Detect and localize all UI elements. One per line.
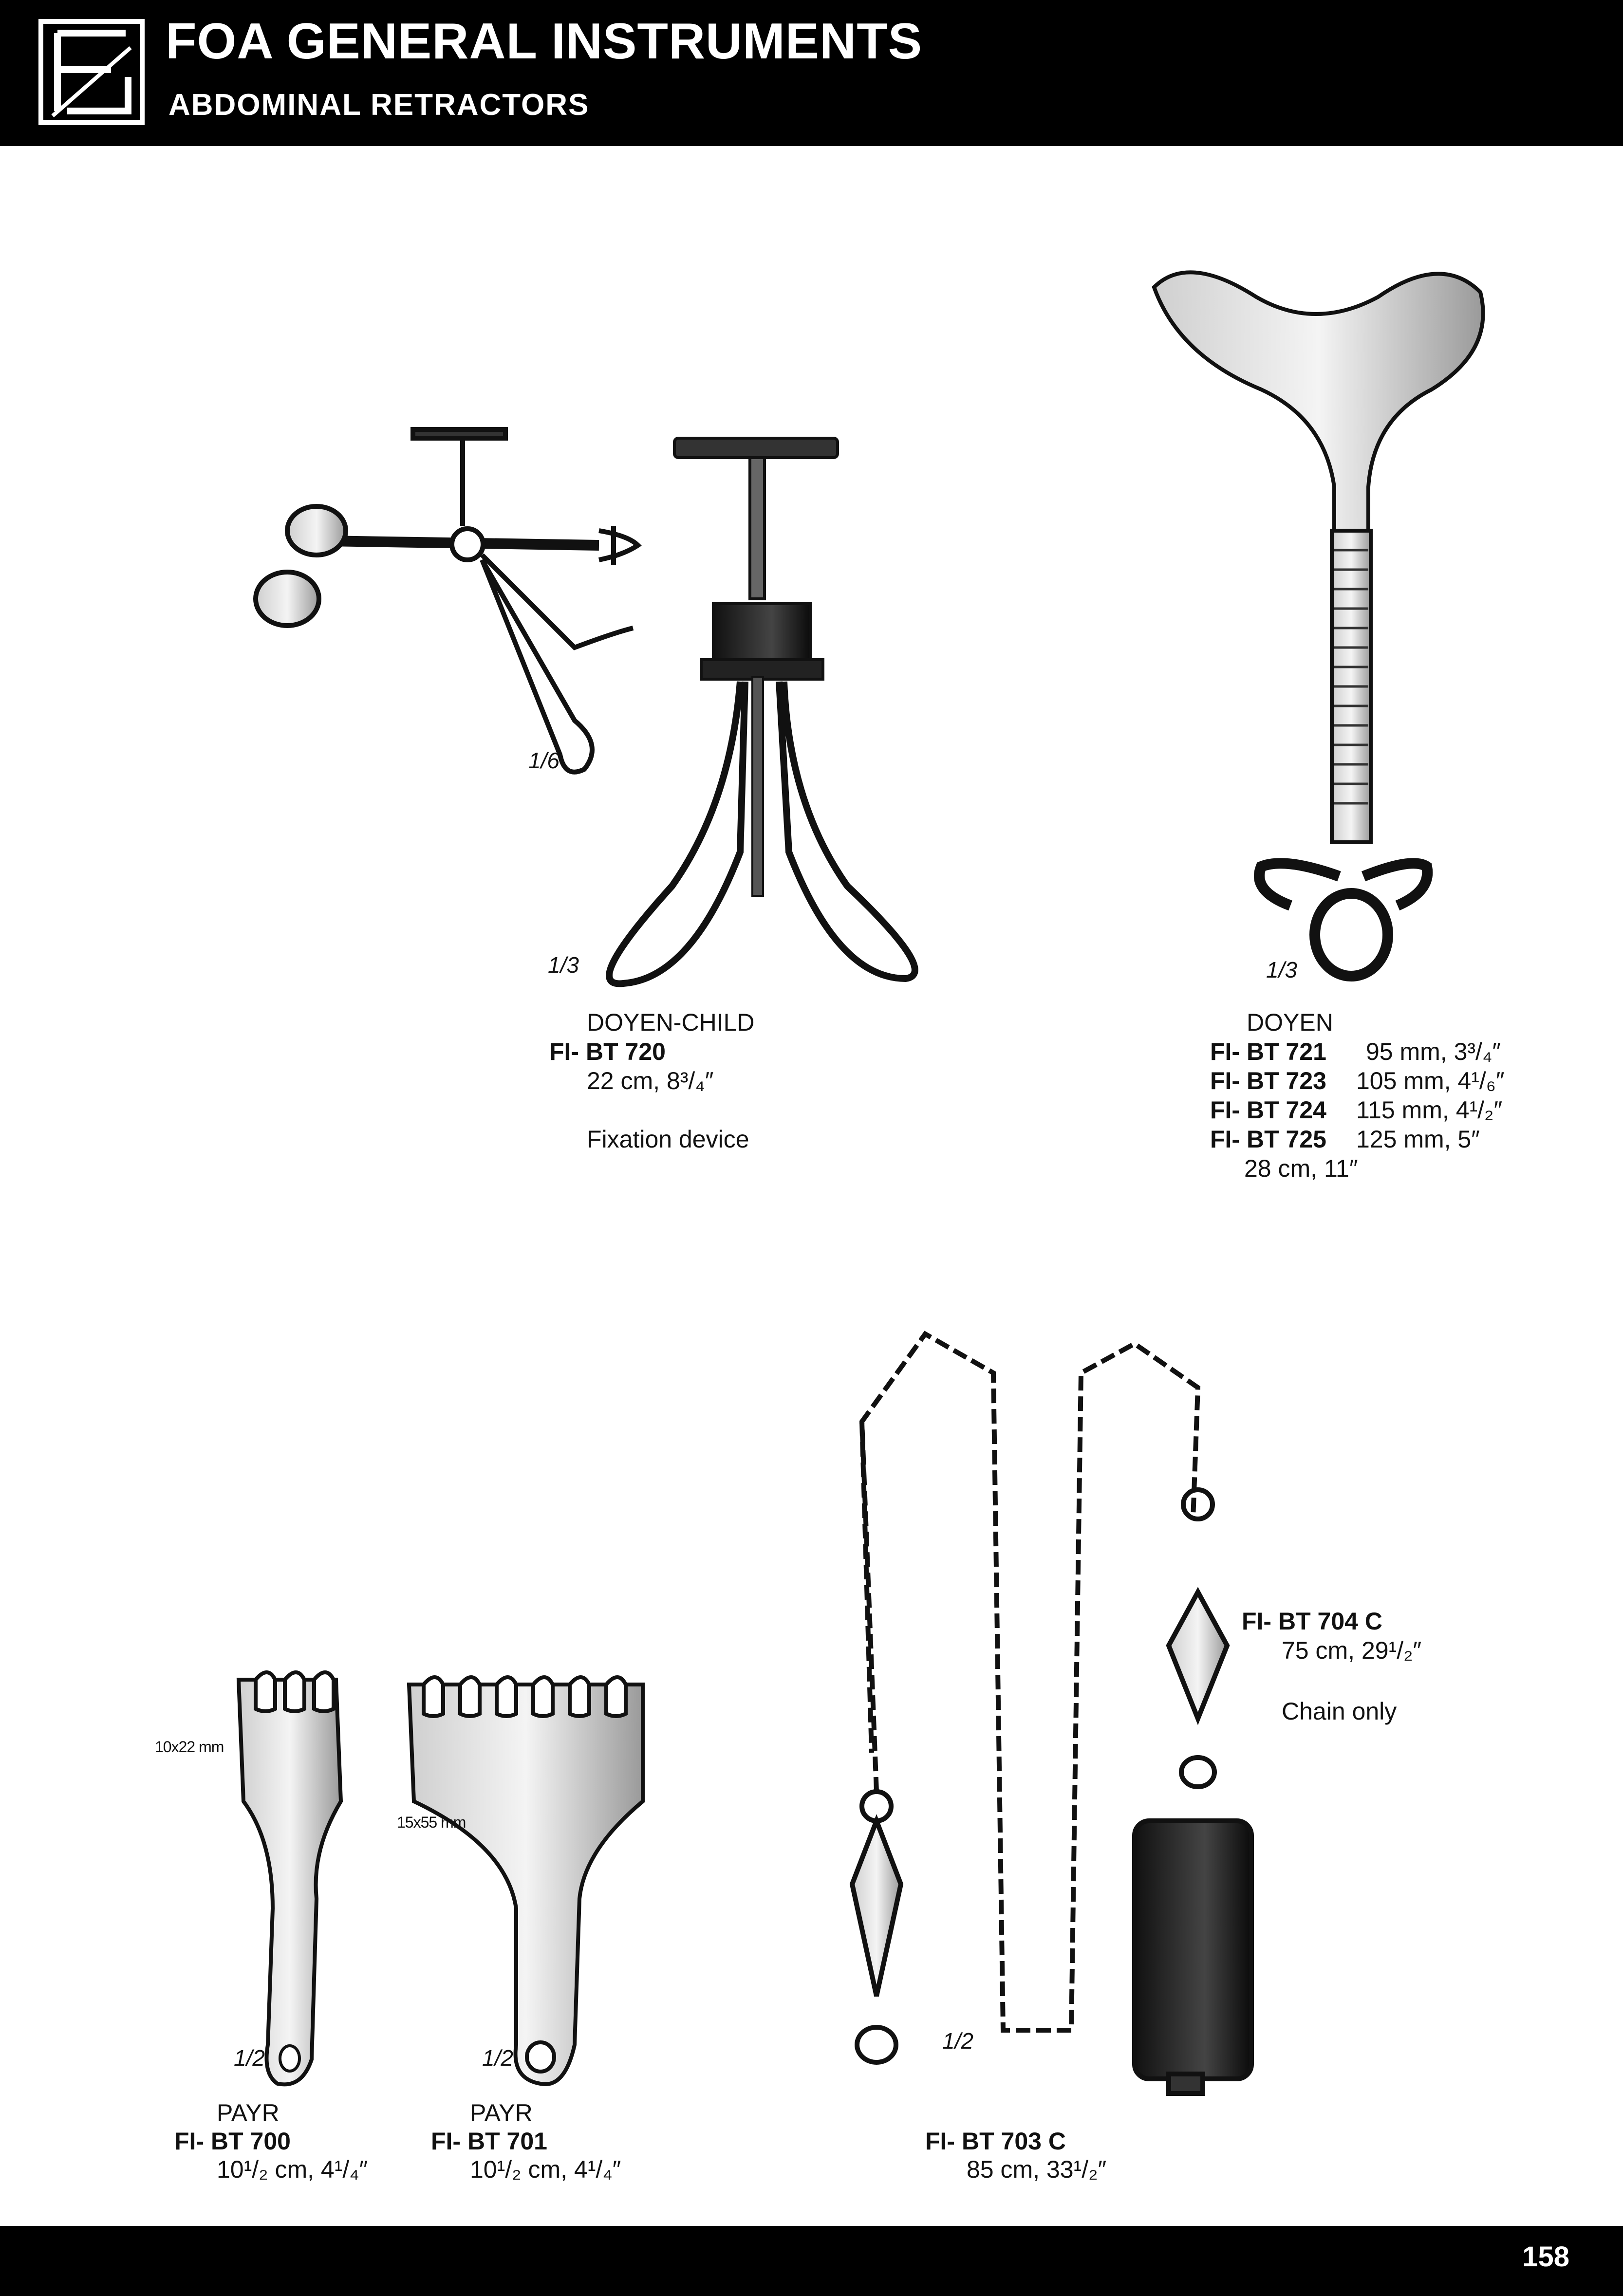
product-code: FI- BT 725 <box>1210 1126 1326 1153</box>
variant-row <box>1210 1037 1501 1066</box>
product-size: 85 cm, 33¹/₂″ <box>967 2156 1107 2183</box>
payr-701-illustration <box>409 1677 643 2084</box>
variant-row <box>1210 1125 1480 1154</box>
product-code: FI- BT 701 <box>431 2128 547 2155</box>
product-size: 125 mm, 5″ <box>1356 1126 1480 1153</box>
product-size: 10¹/₂ cm, 4¹/₄″ <box>217 2156 368 2183</box>
product-code: FI- BT 704 C <box>1242 1608 1382 1635</box>
doyen-child-illustration <box>609 438 915 983</box>
doyen-illustration <box>1154 272 1483 976</box>
product-name: DOYEN <box>1247 1009 1333 1036</box>
variant-row <box>1210 1095 1502 1125</box>
scale-label: 1/3 <box>1266 957 1297 982</box>
chain-illustration <box>852 1334 1251 2093</box>
product-code: FI- BT 721 <box>1210 1038 1326 1065</box>
product-size: 115 mm, 4¹/₂″ <box>1356 1096 1503 1124</box>
variant-row <box>1210 1066 1505 1095</box>
dimension-label: 15x55 mm <box>397 1814 466 1831</box>
product-name: PAYR <box>217 2099 280 2127</box>
product-size: 95 mm, 3³/₄″ <box>1366 1038 1501 1065</box>
product-code: FI- BT 724 <box>1210 1096 1326 1124</box>
product-size: 10¹/₂ cm, 4¹/₄″ <box>470 2156 621 2183</box>
scale-label: 1/2 <box>942 2028 973 2054</box>
product-size: 75 cm, 29¹/₂″ <box>1282 1637 1422 1664</box>
product-note: Chain only <box>1282 1698 1397 1725</box>
dimension-label: 10x22 mm <box>155 1738 224 1756</box>
product-code: FI- BT 720 <box>549 1038 666 1065</box>
product-size: 22 cm, 8³/₄″ <box>587 1067 714 1094</box>
page-footer <box>0 2226 1623 2296</box>
product-length: 28 cm, 11″ <box>1244 1155 1358 1182</box>
doyen-child-small-illustration <box>256 429 638 772</box>
payr-700-illustration <box>239 1672 341 2084</box>
scale-label: 1/3 <box>548 952 579 978</box>
product-code: FI- BT 703 C <box>925 2128 1066 2155</box>
section-title: ABDOMINAL RETRACTORS <box>168 88 590 122</box>
scale-label: 1/2 <box>482 2045 513 2071</box>
product-code: FI- BT 723 <box>1210 1067 1326 1094</box>
product-note: Fixation device <box>587 1126 749 1153</box>
product-name: PAYR <box>470 2099 533 2127</box>
scale-label: 1/6 <box>528 748 560 773</box>
product-size: 105 mm, 4¹/₆″ <box>1356 1067 1505 1094</box>
product-code: FI- BT 700 <box>174 2128 291 2155</box>
product-name: DOYEN-CHILD <box>587 1009 755 1036</box>
scale-label: 1/2 <box>234 2045 265 2071</box>
brand-title: FOA GENERAL INSTRUMENTS <box>166 13 923 70</box>
page-number: 158 <box>1522 2241 1569 2273</box>
